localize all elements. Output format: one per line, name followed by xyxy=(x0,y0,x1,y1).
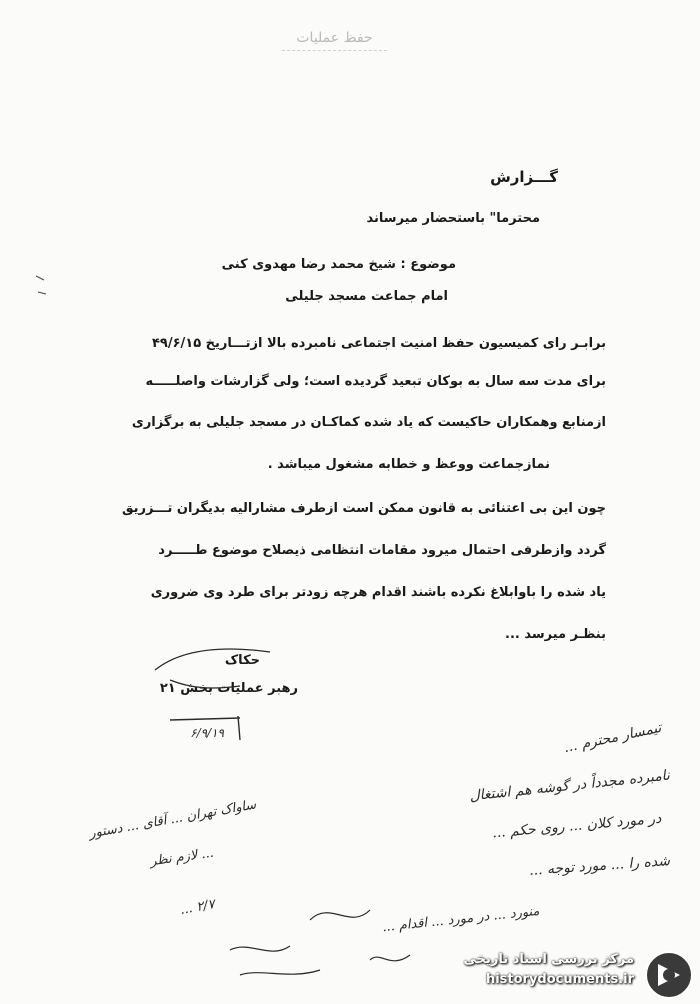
body-line-3: ازمنابع وهمکاران حاکیست که یاد شده کماکـان در مسجد جلیلی به برگزاری xyxy=(131,415,606,430)
handwritten-left-3: ۲/۷ ... xyxy=(178,897,216,918)
stray-mark xyxy=(32,270,52,300)
handwritten-right-1: تیمسار محترم ... xyxy=(562,719,663,757)
handwritten-right-2: نامبرده مجدداً در گوشه هم اشتغال xyxy=(468,767,671,805)
scribble-marks xyxy=(220,880,420,990)
body-line-7: یاد شده را باوابلاغ نکرده باشند اقدام هرچه زودتر برای طرد وی ضروری xyxy=(150,585,606,600)
document-title: گـــزارش xyxy=(490,168,558,186)
salutation: محترما" باستحضار میرساند xyxy=(366,211,540,226)
signature-numbers: ۶/۹/۱۹ xyxy=(190,726,224,740)
handwritten-right-4: شده را ... مورد توجه ... xyxy=(528,853,671,879)
handwritten-left-2: ... لازم نظر xyxy=(149,845,215,870)
body-line-5: چون این بی اعتنائی به قانون ممکن است ازطرف مشارالیه بدیگران تـــزریق xyxy=(121,501,606,516)
handwritten-right-3: در مورد کلان ... روی حکم ... xyxy=(492,810,663,842)
body-line-4: نمازجماعت ووعظ و خطابه مشغول میباشد . xyxy=(267,457,550,472)
closing-name: حکاک xyxy=(224,653,260,668)
body-line-1: برابـر رای کمیسیون حفظ امنیت اجتماعی نامبرده بالا ازتـــاریخ ۴۹/۶/۱۵ xyxy=(151,336,606,351)
body-line-2: برای مدت سه سال به بوکان تبعید گردیده است؛ ولی گزارشات واصلـــــه xyxy=(145,374,606,389)
subject-line-2: امام جماعت مسجد جلیلی xyxy=(285,289,448,304)
archive-watermark xyxy=(412,948,698,1002)
top-stamp: حفظ عملیات xyxy=(282,26,387,51)
handwritten-right-5: منورد ... در مورد ... اقدام ... xyxy=(381,903,541,936)
watermark-text: مرکز بررسی اسناد تاریخی xyxy=(463,952,634,967)
body-line-8: بنظـر میرسد ... xyxy=(505,627,606,642)
signature-mark xyxy=(150,640,290,700)
body-line-6: گردد وازطرفی احتمال میرود مقامات انتظامی ذیصلاح موضوع طـــــرد xyxy=(158,543,606,558)
archive-logo-icon xyxy=(644,950,694,1000)
watermark-url: historydocuments.ir xyxy=(485,972,634,987)
handwritten-left-1: ساواک تهران ... آقای ... دستور xyxy=(87,797,258,842)
subject-line-1: موضوع : شیخ محمد رضا مهدوی کنی xyxy=(221,257,456,272)
signatory-title: رهبر عملیات بخش ۲۱ xyxy=(159,681,298,696)
